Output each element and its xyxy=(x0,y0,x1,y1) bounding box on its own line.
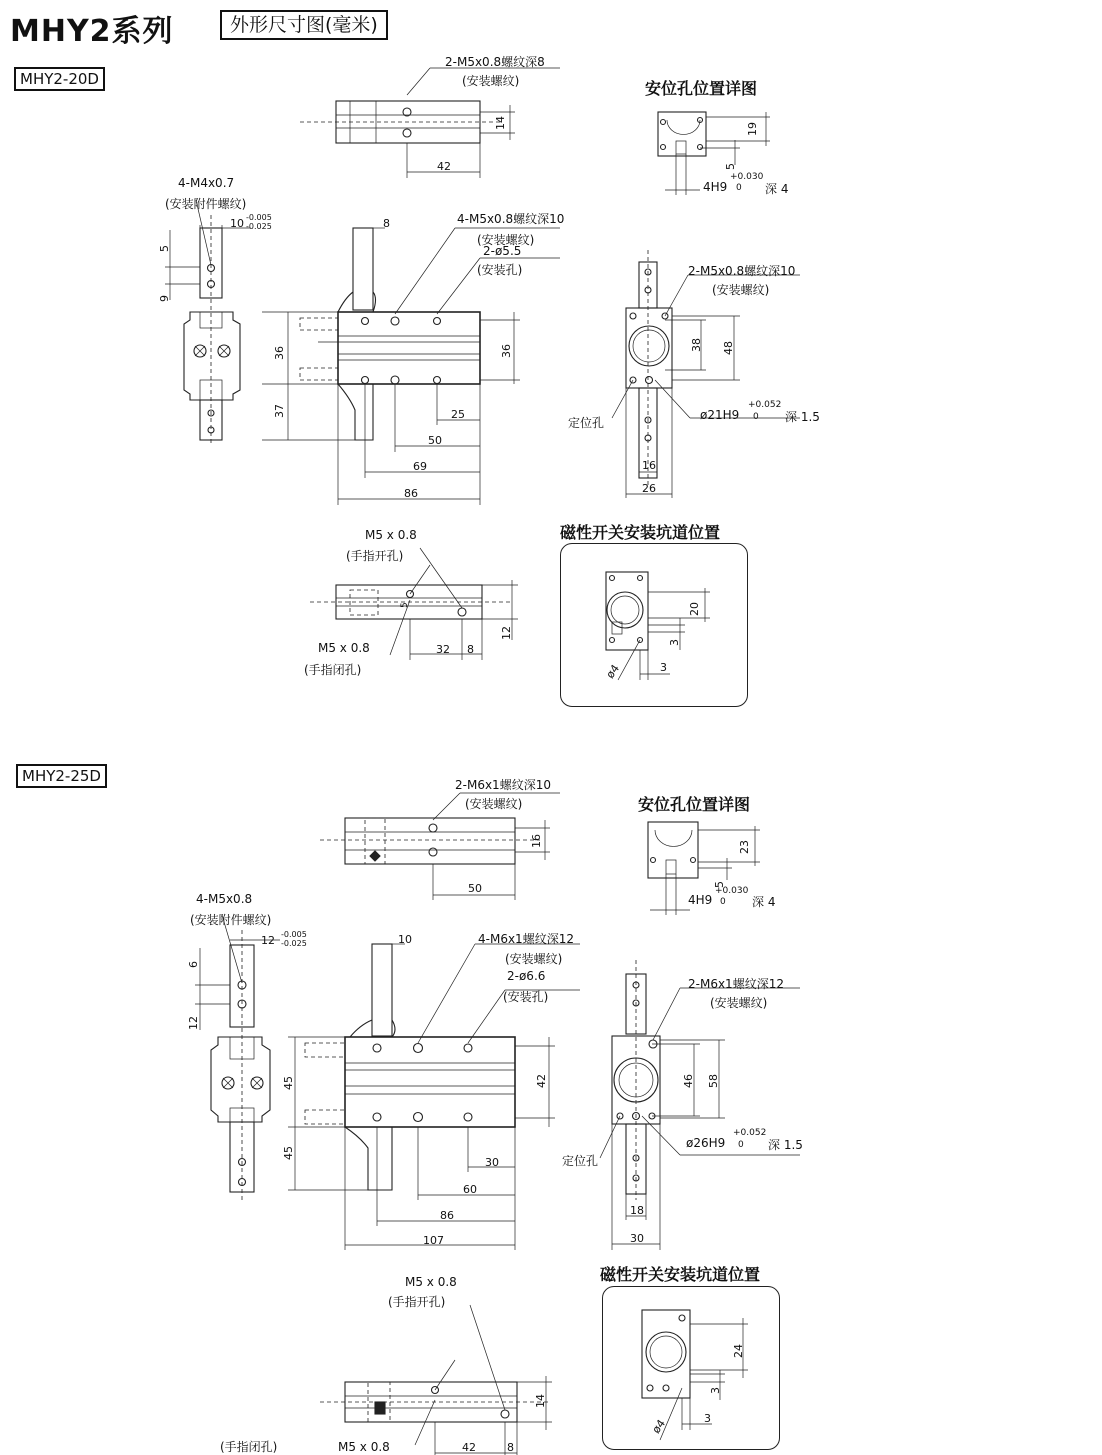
m25-dim-10: 10 xyxy=(398,933,412,946)
m20-side-callout: 2-M5x0.8螺纹深10 xyxy=(688,264,796,278)
m25-finger-callout-sub: (安装附件螺纹) xyxy=(190,913,272,927)
m20-bore-up: +0.052 xyxy=(748,400,782,410)
m20-tol-low: 0 xyxy=(736,183,742,193)
m25-switch-dia: ø4 xyxy=(649,1417,669,1436)
m20-dim-50: 50 xyxy=(428,434,442,447)
m20-front-callout2-sub: (安装孔) xyxy=(477,263,523,277)
m25-dim-45b: 45 xyxy=(282,1146,295,1160)
m20-tol-depth: 深 4 xyxy=(765,182,789,196)
model-label-20: MHY2-20D xyxy=(14,67,105,91)
m20-dim-25: 25 xyxy=(451,408,465,421)
m25-bore: ø26H9 xyxy=(686,1136,726,1150)
m25-open-label: M5 x 0.8 xyxy=(405,1275,457,1289)
m25-top-view xyxy=(320,793,560,900)
m20-tol-up: +0.030 xyxy=(730,172,764,182)
m20-open-label: M5 x 0.8 xyxy=(365,528,417,542)
m20-finger-width-up: -0.005 xyxy=(246,213,272,222)
m20-dim-19: 19 xyxy=(746,122,759,136)
m25-dim-30: 30 xyxy=(485,1156,499,1169)
m20-dim-36-left: 36 xyxy=(273,346,286,360)
m20-dim-14: 14 xyxy=(494,116,507,130)
m25-bore-depth: 深 1.5 xyxy=(768,1138,803,1152)
m20-dim-36-right: 36 xyxy=(500,344,513,358)
m20-open-sub: (手指开孔) xyxy=(346,549,404,563)
m25-finger-width: 12 xyxy=(261,934,275,947)
m25-dim-18: 18 xyxy=(630,1204,644,1217)
m20-finger-callout: 4-M4x0.7 xyxy=(178,176,235,190)
m25-dim-58: 58 xyxy=(707,1074,720,1088)
m20-finger-view xyxy=(165,200,250,445)
m25-tol-up: +0.030 xyxy=(715,886,749,896)
m25-bore-up: +0.052 xyxy=(733,1128,767,1138)
m25-tol-depth: 深 4 xyxy=(752,895,776,909)
m20-dim-16: 16 xyxy=(642,459,656,472)
m25-bottom-dim-42: 42 xyxy=(462,1441,476,1454)
m20-locate-hole: 定位孔 xyxy=(568,416,605,430)
m20-bore-depth: 深 1.5 xyxy=(785,410,820,424)
m20-front-callout2: 2-ø5.5 xyxy=(483,244,522,258)
m20-bottom-dim-12: 12 xyxy=(500,626,513,640)
m25-top-callout-sub: (安装螺纹) xyxy=(465,797,523,811)
m25-dim-23: 23 xyxy=(738,840,751,854)
m20-bore-low: 0 xyxy=(753,412,759,422)
m20-switch-dim-20: 20 xyxy=(688,602,701,616)
model-label-25: MHY2-25D xyxy=(16,764,107,788)
m25-switch-dim-24: 24 xyxy=(732,1344,745,1358)
m25-dim-86: 86 xyxy=(440,1209,454,1222)
m20-top-callout: 2-M5x0.8螺纹深8 xyxy=(445,55,545,69)
m25-dim-42: 42 xyxy=(535,1074,548,1088)
m20-bottom-dim-5: 5 xyxy=(400,602,410,608)
m25-bore-low: 0 xyxy=(738,1140,744,1150)
m25-dim-30-side: 30 xyxy=(630,1232,644,1245)
m25-close-label: M5 x 0.8 xyxy=(338,1440,390,1454)
m25-side-callout-sub: (安装螺纹) xyxy=(710,996,768,1010)
m20-finger-callout-sub: (安装附件螺纹) xyxy=(165,197,247,211)
m25-finger-dim-12: 12 xyxy=(187,1016,200,1030)
m25-finger-width-up: -0.005 xyxy=(281,930,307,939)
m20-dim-26: 26 xyxy=(642,482,656,495)
m25-switch-panel xyxy=(602,1286,780,1450)
m20-side-view xyxy=(612,250,800,498)
m25-finger-view xyxy=(195,915,280,1200)
m25-dim-16: 16 xyxy=(530,834,543,848)
m20-switch-panel xyxy=(560,543,748,707)
m20-tol-label: 4H9 xyxy=(703,180,728,194)
m20-finger-width: 10 xyxy=(230,217,244,230)
m20-dim-37: 37 xyxy=(273,404,286,418)
m20-dim-48: 48 xyxy=(722,341,735,355)
m25-front-callout1-sub: (安装螺纹) xyxy=(505,952,563,966)
m25-open-sub: (手指开孔) xyxy=(388,1295,446,1309)
m25-bottom-dim-8: 8 xyxy=(507,1441,514,1454)
m25-dim-60: 60 xyxy=(463,1183,477,1196)
m20-switch-dim-3b: 3 xyxy=(660,661,667,674)
m25-dim-5: 5 xyxy=(713,881,726,888)
m20-top-callout-sub: (安装螺纹) xyxy=(462,74,520,88)
m25-tol-label: 4H9 xyxy=(688,893,713,907)
m20-bore: ø21H9 xyxy=(700,408,740,422)
m25-bottom-view xyxy=(320,1305,552,1455)
m20-front-callout1: 4-M5x0.8螺纹深10 xyxy=(457,212,565,226)
m25-side-callout: 2-M6x1螺纹深12 xyxy=(688,977,784,991)
m25-top-callout: 2-M6x1螺纹深10 xyxy=(455,778,551,792)
m20-side-callout-sub: (安装螺纹) xyxy=(712,283,770,297)
m20-detail-heading: 安位孔位置详图 xyxy=(645,79,758,98)
m20-finger-width-low: -0.025 xyxy=(246,222,272,231)
m20-switch-dia: ø4 xyxy=(603,662,623,681)
m20-dim-38: 38 xyxy=(690,338,703,352)
m25-tol-low: 0 xyxy=(720,897,726,907)
m20-bottom-dim-32: 32 xyxy=(436,643,450,656)
m20-top-view xyxy=(300,68,560,178)
m25-bottom-dim-14: 14 xyxy=(534,1394,547,1408)
m25-front-callout1: 4-M6x1螺纹深12 xyxy=(478,932,574,946)
m20-dim-42: 42 xyxy=(437,160,451,173)
m25-dim-45a: 45 xyxy=(282,1076,295,1090)
m20-dim-69: 69 xyxy=(413,460,427,473)
m20-switch-dim-3a: 3 xyxy=(668,639,681,646)
m25-locate-hole: 定位孔 xyxy=(562,1154,599,1168)
m25-detail-heading: 安位孔位置详图 xyxy=(638,795,751,814)
m25-dim-107: 107 xyxy=(423,1234,444,1247)
m25-switch-dim-3a: 3 xyxy=(709,1387,722,1394)
m20-close-label: M5 x 0.8 xyxy=(318,641,370,655)
m20-dim-5: 5 xyxy=(724,163,737,170)
m25-finger-dim-6: 6 xyxy=(187,961,200,968)
m25-finger-callout: 4-M5x0.8 xyxy=(196,892,253,906)
m20-bottom-dim-8: 8 xyxy=(467,643,474,656)
m25-finger-width-low: -0.025 xyxy=(281,939,307,948)
m25-dim-46: 46 xyxy=(682,1074,695,1088)
m20-switch-heading: 磁性开关安装坑道位置 xyxy=(560,523,721,542)
m25-switch-heading: 磁性开关安装坑道位置 xyxy=(600,1265,761,1284)
m20-close-sub: (手指闭孔) xyxy=(304,663,362,677)
m20-dim-86: 86 xyxy=(404,487,418,500)
m25-front-callout2: 2-ø6.6 xyxy=(507,969,546,983)
series-title: MHY2系列 xyxy=(10,14,174,49)
m20-finger-dim-5: 5 xyxy=(158,245,171,252)
m25-front-callout2-sub: (安装孔) xyxy=(503,990,549,1004)
drawing-subtitle: 外形尺寸图(毫米) xyxy=(220,10,388,40)
m25-switch-dim-3b: 3 xyxy=(704,1412,711,1425)
m25-close-sub: (手指闭孔) xyxy=(220,1440,278,1454)
m20-dim-8-top: 8 xyxy=(383,217,390,230)
m25-dim-50: 50 xyxy=(468,882,482,895)
m20-front-callout1-sub: (安装螺纹) xyxy=(477,233,535,247)
m20-finger-dim-9: 9 xyxy=(158,295,171,302)
